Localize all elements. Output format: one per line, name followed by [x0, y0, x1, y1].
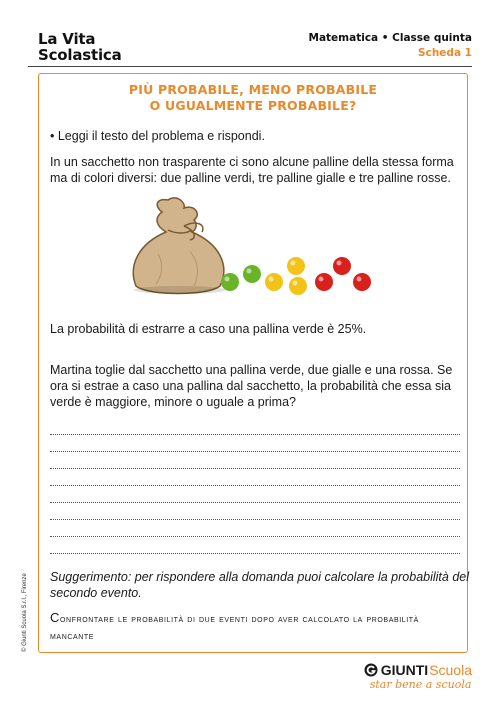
- brand-tagline: star bene a scuola: [369, 678, 472, 691]
- ball-green: [221, 273, 239, 291]
- answer-area[interactable]: [50, 418, 460, 554]
- hint-text: Suggerimento: per rispondere alla domanda puoi calcolare la probabilità del secondo evento.: [50, 570, 470, 600]
- worksheet-title: [38, 82, 468, 114]
- subject-label: Matematica • Classe quinta: [308, 32, 472, 44]
- magazine-logo: [38, 31, 122, 63]
- title-line-1: PIÙ PROBABILE, MENO PROBABILE: [128, 82, 378, 97]
- header-info: [309, 31, 473, 61]
- copyright-note: © Giunti Scuola S.r.l., Firenze: [22, 573, 28, 652]
- brand-name-2: Scuola: [429, 662, 472, 678]
- header-divider: [28, 66, 472, 67]
- answer-line[interactable]: [50, 452, 460, 469]
- skill-objective: Confrontare le probabilità di due eventi dopo aver calcolato la probabilità mancante: [50, 610, 419, 642]
- giunti-logo-icon: [364, 663, 378, 677]
- instruction: • Leggi il testo del problema e rispondi.: [50, 129, 265, 143]
- answer-line[interactable]: [50, 418, 460, 435]
- answer-line[interactable]: [50, 435, 460, 452]
- question-text: Martina toglie dal sacchetto una pallina verde, due gialle e una rossa. Se ora si estrae a caso una pallina dal sacchetto, la probabilità che essa sia verde è maggiore, minore o uguale a prima?: [50, 363, 453, 409]
- given-probability: La probabilità di estrarre a caso una pallina verde è 25%.: [50, 322, 367, 336]
- answer-line[interactable]: [50, 469, 460, 486]
- ball-green: [243, 265, 261, 283]
- answer-line[interactable]: [50, 503, 460, 520]
- ball-red: [353, 273, 371, 291]
- answer-line[interactable]: [50, 486, 460, 503]
- problem-text: In un sacchetto non trasparente ci sono alcune palline della stessa forma ma di colori diversi: due palline verdi, tre palline gialle e tre palline rosse.: [50, 155, 454, 185]
- ball-red: [333, 257, 351, 275]
- bag-and-balls-illustration: [128, 194, 378, 298]
- answer-line[interactable]: [50, 537, 460, 554]
- publisher-brand: [364, 662, 472, 691]
- ball-yellow: [287, 257, 305, 275]
- ball-yellow: [289, 277, 307, 295]
- answer-line[interactable]: [50, 520, 460, 537]
- sheet-label: Scheda 1: [418, 47, 472, 59]
- balls: [221, 257, 371, 295]
- ball-yellow: [265, 273, 283, 291]
- title-line-2: O UGUALMENTE PROBABILE?: [149, 98, 357, 113]
- bag-icon: [133, 198, 226, 294]
- brand-name-1: GIUNTI: [380, 662, 429, 678]
- logo-line-1: La Vita: [38, 30, 96, 48]
- logo-line-2: Scolastica: [38, 46, 122, 64]
- ball-red: [315, 273, 333, 291]
